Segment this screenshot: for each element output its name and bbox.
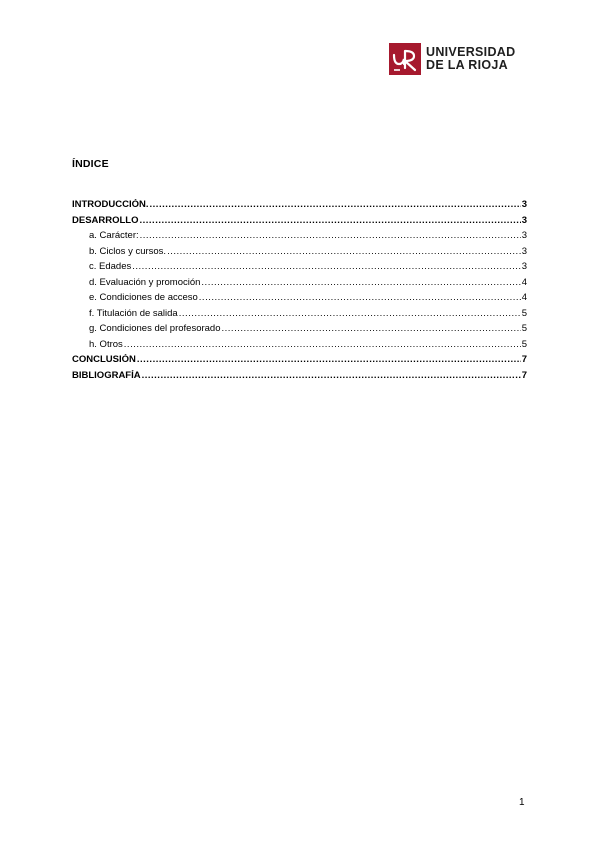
toc-dot-leader — [150, 199, 521, 210]
toc-entry-otros[interactable] — [72, 339, 527, 355]
toc-entry-page: 7 — [521, 369, 527, 381]
toc-entry-bibliografia[interactable] — [72, 370, 527, 386]
toc-entry-label: d. Evaluación y promoción — [89, 276, 201, 288]
toc-entry-label: f. Titulación de salida — [89, 307, 178, 319]
university-name-line-1: UNIVERSIDAD — [426, 45, 516, 59]
toc-entry-page: 3 — [521, 214, 527, 226]
toc-entry-edades[interactable] — [72, 261, 527, 277]
toc-dot-leader — [179, 308, 521, 319]
toc-entry-label: CONCLUSIÓN — [72, 354, 136, 365]
toc-entry-page: 4 — [521, 276, 527, 288]
toc-entry-titulacion-de-salida[interactable] — [72, 308, 527, 324]
table-of-contents — [72, 199, 527, 385]
university-logo — [389, 43, 515, 75]
toc-entry-condiciones-de-acceso[interactable] — [72, 292, 527, 308]
toc-dot-leader — [222, 323, 521, 334]
toc-entry-page: 5 — [521, 307, 527, 319]
toc-entry-label: b. Ciclos y cursos. — [89, 245, 167, 257]
toc-entry-caracter[interactable] — [72, 230, 527, 246]
toc-dot-leader — [132, 261, 520, 272]
university-name-line-2: DE LA RIOJA — [426, 58, 509, 72]
toc-entry-introduccion[interactable] — [72, 199, 527, 215]
toc-entry-label: e. Condiciones de acceso — [89, 292, 198, 303]
university-crest-icon — [389, 43, 421, 75]
university-name — [426, 46, 515, 72]
toc-entry-page: 5 — [521, 338, 527, 350]
toc-dot-leader — [142, 370, 521, 381]
toc-dot-leader — [167, 246, 521, 257]
toc-entry-page: 3 — [521, 261, 527, 272]
toc-entry-page: 3 — [521, 230, 527, 241]
toc-entry-page: 3 — [521, 245, 527, 257]
toc-entry-page: 5 — [521, 323, 527, 334]
toc-entry-page: 7 — [521, 354, 527, 365]
toc-entry-page: 4 — [521, 292, 527, 303]
toc-entry-desarrollo[interactable] — [72, 215, 527, 231]
toc-dot-leader — [140, 230, 521, 241]
toc-entry-label: a. Carácter: — [89, 230, 139, 241]
toc-dot-leader — [201, 277, 520, 288]
toc-entry-label: INTRODUCCIÓN. — [72, 199, 149, 210]
toc-entry-ciclos-y-cursos[interactable] — [72, 246, 527, 262]
toc-dot-leader — [124, 339, 521, 350]
toc-dot-leader — [199, 292, 521, 303]
toc-entry-label: g. Condiciones del profesorado — [89, 323, 221, 334]
toc-entry-label: DESARROLLO — [72, 214, 139, 226]
toc-entry-conclusion[interactable] — [72, 354, 527, 370]
toc-dot-leader — [137, 354, 521, 365]
toc-entry-label: c. Edades — [89, 261, 132, 272]
toc-dot-leader — [140, 215, 521, 226]
toc-entry-label: h. Otros — [89, 338, 123, 350]
toc-entry-page: 3 — [521, 199, 527, 210]
index-title: ÍNDICE — [72, 158, 109, 170]
toc-entry-condiciones-del-profesorado[interactable] — [72, 323, 527, 339]
toc-entry-label: BIBLIOGRAFÍA — [72, 369, 141, 381]
page-number: 1 — [519, 797, 525, 808]
toc-entry-evaluacion-y-promocion[interactable] — [72, 277, 527, 293]
